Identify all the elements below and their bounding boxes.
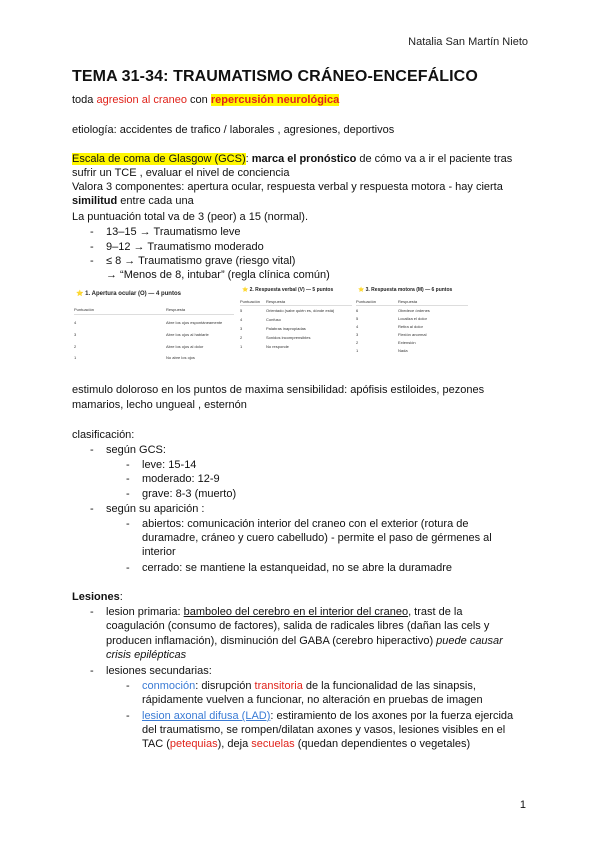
gcs-item: - 9–12 → Traumatismo moderado	[90, 241, 264, 253]
lad-line-3	[142, 737, 470, 751]
lesion-primaria-a: lesion primaria:	[106, 606, 184, 618]
table-col2-header: Respuesta	[266, 299, 286, 304]
lad-l3c: (quedan dependientes o vegetales)	[294, 738, 471, 750]
table-cell: 3	[240, 326, 243, 331]
table-cell: Obedece órdenes	[398, 308, 430, 313]
table-col1-header: Puntuación	[74, 307, 95, 312]
table-title	[242, 288, 333, 293]
intro-line	[72, 93, 532, 107]
table-col1-header: Puntuación	[240, 299, 261, 304]
glasgow-valora: Valora 3 componentes: apertura ocular, respuesta verbal y respuesta motora - hay cierta	[72, 181, 503, 193]
clasif-segun-aparicion: - según su aparición :	[90, 503, 205, 515]
star-icon: ⭐	[76, 291, 84, 297]
estimulo-line-2: mamarios, lecho ungueal , esternón	[72, 399, 247, 411]
glasgow-colon: :	[245, 153, 252, 165]
table-title-text: 3. Respuesta motora (M) — 6 puntos	[365, 287, 453, 293]
table-cell: No responde	[266, 344, 289, 349]
lad: - lesion axonal difusa (LAD): estiramiento de los axones por la fuerza ejercida	[126, 710, 514, 722]
lad-l3a: TAC (	[142, 738, 170, 750]
lad-red1: petequias	[169, 738, 218, 750]
intro-highlight: repercusión neurológica	[210, 94, 340, 106]
gcs-item: - ≤ 8 → Traumatismo grave (riesgo vital)	[90, 255, 296, 267]
table-cell: Sonidos incomprensibles	[266, 335, 311, 340]
table-cell: Abre los ojos al hablarle	[166, 332, 209, 337]
table-col1-header: Puntuación	[356, 299, 377, 304]
clasif-abiertos-line-3: interior	[142, 546, 176, 558]
clasif-segun-aparicion-text: según su aparición :	[106, 503, 205, 515]
table-cell: Localiza el dolor	[398, 316, 427, 321]
table-cell: 5	[240, 308, 243, 313]
conmocion-b: de la funcionalidad de las sinapsis,	[302, 680, 476, 692]
table-cell: 2	[74, 344, 77, 349]
table-cell: 4	[240, 317, 243, 322]
glasgow-rest1: de cómo va a ir el paciente tras	[356, 153, 513, 165]
table-cell: No abre los ojos	[166, 355, 195, 360]
table-cell: 4	[356, 324, 359, 329]
intro-text-c: con	[186, 94, 211, 106]
table-col2-header: Respuesta	[166, 307, 186, 312]
table-cell: Extensión	[398, 340, 416, 345]
conmocion-term: conmoción	[142, 680, 196, 692]
lad-a: : estiramiento de los axones por la fuerza ejercida	[270, 710, 514, 722]
lesion-primaria-underlined: bamboleo del cerebro en el interior del craneo	[183, 606, 409, 618]
lad-red2: secuelas	[251, 738, 295, 750]
table-cell: Flexión anormal	[398, 332, 427, 337]
lesiones-colon: :	[119, 591, 123, 603]
clasif-cerrado: - cerrado: se mantiene la estanqueidad, no se abre la duramadre	[126, 562, 453, 574]
table-cell: Retira al dolor	[398, 324, 423, 329]
clasif-cerrado-text: cerrado: se mantiene la estanqueidad, no se abre la duramadre	[142, 562, 453, 574]
table-cell: 2	[240, 335, 243, 340]
lesiones-label: Lesiones	[72, 591, 120, 603]
table-col2-header: Respuesta	[398, 299, 418, 304]
table-cell: 4	[74, 320, 77, 325]
star-icon: ⭐	[358, 287, 365, 293]
table-cell: 1	[240, 344, 243, 349]
conmocion: - conmoción: disrupción transitoria de la funcionalidad de las sinapsis,	[126, 680, 476, 692]
page-title: TEMA 31-34: TRAUMATISMO CRÁNEO-ENCEFÁLICO	[72, 68, 478, 85]
clasif-gcs-item-text: moderado: 12-9	[142, 473, 220, 485]
clasif-gcs-item: - moderado: 12-9	[126, 473, 220, 485]
clasif-gcs-item: - leve: 15-14	[126, 459, 197, 471]
lesiones-secundarias-text: lesiones secundarias:	[106, 665, 212, 677]
star-icon: ⭐	[242, 287, 249, 293]
etiologia-line: etiología: accidentes de trafico / laborales , agresiones, deportivos	[72, 124, 395, 136]
intro-text-a: toda	[72, 94, 97, 106]
similitud-bold: similitud	[72, 195, 118, 207]
lesiones-heading	[72, 590, 532, 604]
table-cell: 5	[356, 316, 359, 321]
table-cell: Abre los ojos al dolor	[166, 344, 204, 349]
intro-text-b: agresion al craneo	[96, 94, 187, 106]
glasgow-table-verbal	[240, 286, 352, 354]
lesion-primaria-l3i: puede causar	[436, 635, 503, 647]
table-cell: 1	[74, 355, 77, 360]
lesiones-secundarias: - lesiones secundarias:	[90, 665, 212, 677]
table-title	[76, 292, 181, 297]
glasgow-puntuacion: La puntuación total va de 3 (peor) a 15 (normal).	[72, 211, 309, 223]
glasgow-line-2: sufrir un TCE , evaluar el nivel de conciencia	[72, 167, 290, 179]
conmocion-red: transitoria	[254, 680, 303, 692]
table-cell: 3	[74, 332, 77, 337]
clasif-abiertos-line-1: abiertos: comunicación interior del craneo con el exterior (rotura de	[142, 518, 469, 530]
gcs-item-text: 13–15 → Traumatismo leve	[106, 226, 241, 238]
lesion-primaria-l3a: producen inflamación), disminución del GABA (cerebro hiperactivo)	[106, 635, 437, 647]
table-cell: Nada	[398, 348, 408, 353]
lesion-primaria: - lesion primaria: bamboleo del cerebro en el interior del craneo, trast de la	[90, 606, 463, 618]
conmocion-a: : disrupción	[195, 680, 255, 692]
lesion-primaria-line-4: crisis epilépticas	[106, 649, 187, 661]
glasgow-similitud	[72, 194, 532, 208]
clasif-gcs-item-text: leve: 15-14	[142, 459, 197, 471]
table-cell: 3	[356, 332, 359, 337]
lad-term: lesion axonal difusa (LAD)	[142, 710, 271, 722]
clasif-abiertos: - abiertos: comunicación interior del craneo con el exterior (rotura de	[126, 518, 469, 530]
clasif-gcs-item: - grave: 8-3 (muerto)	[126, 488, 237, 500]
table-title	[358, 288, 452, 293]
glasgow-bold: marca el pronóstico	[251, 153, 357, 165]
clasif-abiertos-line-2: duramadre, cráneo y cuero cabelludo) - permite el paso de gérmenes al	[142, 532, 492, 544]
gcs-item-text: ≤ 8 → Traumatismo grave (riesgo vital)	[106, 255, 296, 267]
glasgow-line-1	[72, 152, 532, 166]
clasif-gcs-item-text: grave: 8-3 (muerto)	[142, 488, 237, 500]
table-title-text: 2. Respuesta verbal (V) — 5 puntos	[249, 287, 334, 293]
clasif-segun-gcs-text: según GCS:	[106, 444, 166, 456]
table-cell: 1	[356, 348, 359, 353]
lesion-primaria-line-3	[106, 634, 503, 648]
page-number: 1	[519, 799, 526, 811]
table-cell: Palabras inapropiadas	[266, 326, 306, 331]
clasif-segun-gcs: - según GCS:	[90, 444, 166, 456]
glasgow-label: Escala de coma de Glasgow (GCS)	[72, 153, 246, 165]
lesion-primaria-b: , trast de la	[408, 606, 463, 618]
table-cell: 2	[356, 340, 359, 345]
estimulo-line-1: estimulo doloroso en los puntos de maxima sensibilidad: apófisis estiloides, pezones	[72, 384, 485, 396]
glasgow-table-ocular	[74, 290, 234, 362]
table-cell: Confuso	[266, 317, 281, 322]
table-cell: Orientado (sabe quién es, dónde está)	[266, 308, 335, 313]
glasgow-table-motora	[356, 286, 468, 354]
gcs-note: → “Menos de 8, intubar” (regla clínica común)	[106, 269, 330, 281]
table-cell: Abre los ojos espontáneamente	[166, 320, 223, 325]
lad-line-2: del traumatismo, se rompen/dilatan axones y vasos, lesiones visibles en el	[142, 724, 506, 736]
conmocion-line-2: rápidamente vuelven a funcionar, no alteración en pruebas de imagen	[142, 694, 483, 706]
gcs-item: - 13–15 → Traumatismo leve	[90, 226, 241, 238]
similitud-rest: entre cada una	[117, 195, 194, 207]
author-name: Natalia San Martín Nieto	[408, 36, 528, 48]
clasificacion-label: clasificación:	[72, 429, 135, 441]
gcs-item-text: 9–12 → Traumatismo moderado	[106, 241, 264, 253]
lesion-primaria-line-2: coagulación (consumo de factores), salida de radicales libres (dañan las cels y	[106, 620, 490, 632]
table-cell: 6	[356, 308, 359, 313]
lad-l3b: ), deja	[217, 738, 252, 750]
table-title-text: 1. Apertura ocular (O) — 4 puntos	[85, 291, 181, 297]
